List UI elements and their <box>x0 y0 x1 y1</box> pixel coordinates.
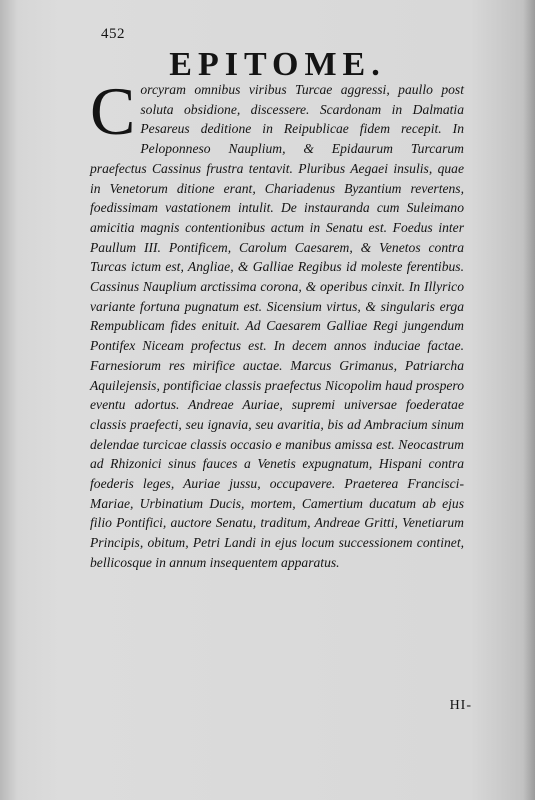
catchword: HI- <box>449 698 472 713</box>
page-heading: EPITOME. <box>169 46 386 83</box>
drop-cap-initial: C <box>90 73 136 149</box>
epitome-paragraph <box>90 73 464 573</box>
epitome-text: orcyram omnibus viribus Turcae aggressi, paullo post soluta obsidione, discessere. Scardonam in Dalmatia Pesareus deditione in Reipublicae fidem recepit. In Peloponneso Nauplium, & Epidaurum Turcarum praefectus Cassinus frustra tentavit. Pluribus Aegaei insulis, quae in Venetorum ditione erant, Chariadenus Byzantium revertens, foedissimam vastationem intulit. De instauranda cum Suleimano amicitia magnis contentionibus actum in Senatu est. Foedus inter Paullum III. Pontificem, Carolum Caesarem, & Venetos contra Turcas ictum est, Angliae, & Galliae Regibus id moleste ferentibus. Cassinus Nauplium arctissima corona, & operibus cinxit. In Illyrico variante fortuna pugnatum est. Sicensium virtus, & singularis erga Rempublicam fides enituit. Ad Caesarem Galliae Regi jungendum Pontifex Niceam profectus est. In decem annos induciae factae. Farnesiorum res mirifice auctae. Marcus Grimanus, Patriarcha Aquilejensis, pontificiae classis praefectus Nicopolim haud prospero eventu adortus. Andreae Auriae, supremi universae foederatae classis praefecti, seu ignavia, seu avaritia, bis ad Ambracium sinum delendae turcicae classis occasio e manibus amissa est. Neocastrum ad Rhizonici sinus fauces a Venetis expugnatum, Hispani contra foederis leges, Auriae jussu, occupavere. Praeterea Francisci-Mariae, Urbinatium Ducis, mortem, Camertium ducatum ab ejus filio Pontifici, auctore Senatu, traditum, Andreae Gritti, Venetiarum Principis, obitum, Petri Landi in ejus locum successionem continet, bellicosque in annum insequentem apparatus. <box>90 82 464 570</box>
page-edge-shadow <box>523 0 535 800</box>
page-number: 452 <box>101 26 125 42</box>
